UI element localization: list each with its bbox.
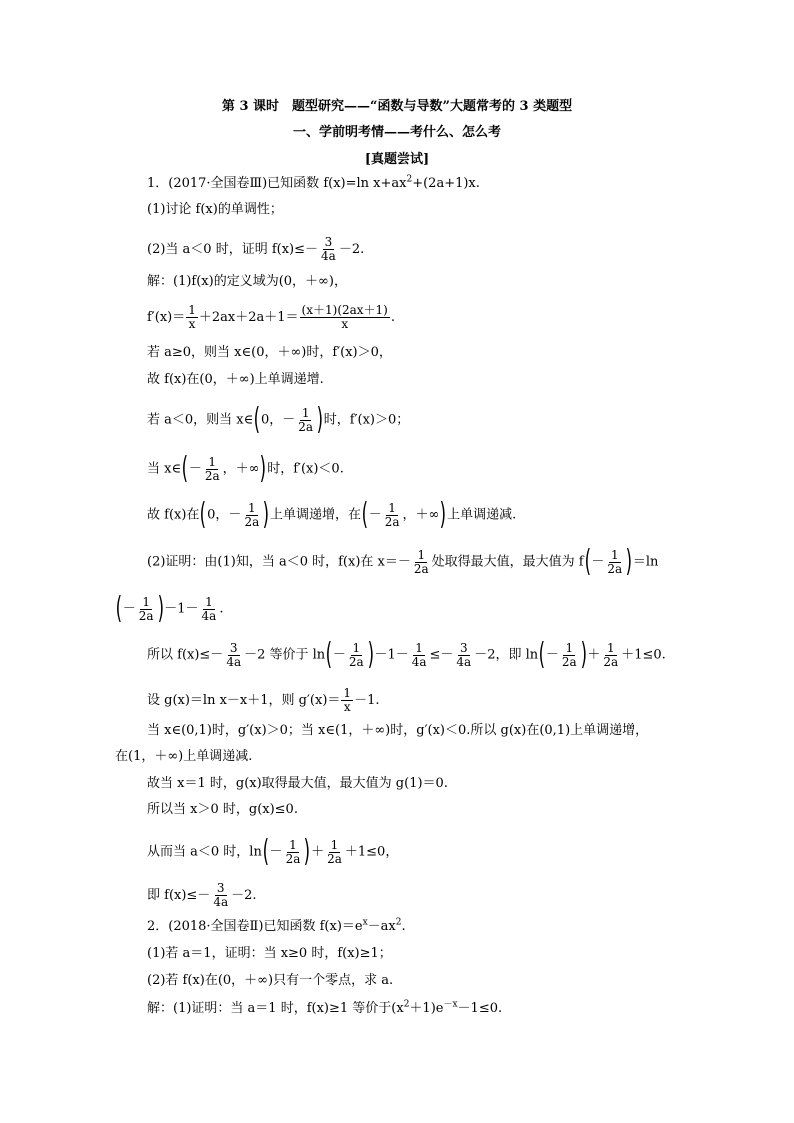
problem-1-stem: 1．(2017·全国卷Ⅲ)已知函数 f(x)=ln $x+ax^2+(2a+1)x$. — [147, 174, 480, 191]
problem-2-stem: 2．(2018·全国卷Ⅱ)已知函数 $f(x)=e^x-ax^2$. — [147, 917, 406, 934]
fraction: $\frac{1}{2a}$ — [244, 500, 260, 529]
solution-line: 即 f(x)≤－ $\frac{3}{4a}$ －2. — [147, 881, 257, 909]
problem-2-q1: (1)若 a＝1，证明：当 x≥0 时，f(x)≥1； — [147, 946, 392, 961]
fraction: $\frac{1}{x}$ — [343, 686, 352, 714]
fraction: $\frac{1}{4a}$ — [411, 640, 427, 669]
fraction: $\frac{1}{4a}$ — [201, 594, 217, 623]
fraction: $\frac{1}{2a}$ — [413, 547, 429, 576]
fraction: $\frac{1}{2a}$ — [285, 837, 301, 866]
solution-line: 当 x∈(－ $\frac{1}{2a}$ ，＋∞)时，f′(x)＜0. — [147, 451, 344, 486]
solution-line: 若 a≥0，则当 x∈(0，＋∞)时，f′(x)＞0， — [147, 345, 392, 360]
solution-line: 解：(1)证明：当 a＝1 时，f(x)≥1 等价于$(x^2+1)e^{-x}-1\le 0$. — [147, 999, 503, 1016]
solution-line: 所以当 x＞0 时，g(x)≤0. — [147, 802, 298, 817]
fraction: $\frac{1}{2a}$ — [348, 640, 364, 669]
problem-1-q1: (1)讨论 f(x)的单调性； — [147, 202, 283, 217]
fraction: $\frac{1}{2a}$ — [138, 594, 154, 623]
fraction: $\frac{1}{2a}$ — [603, 640, 619, 669]
problem-2-q2: (2)若 f(x)在(0，＋∞)只有一个零点，求 a. — [147, 973, 394, 988]
solution-line: 解：(1)f(x)的定义域为(0，＋∞)， — [147, 274, 347, 289]
solution-line: 设 g(x)＝ln x－x＋1，则 g′(x)＝ $\frac{1}{x}$ －1. — [147, 686, 380, 714]
solution-line: 故当 x＝1 时，g(x)取得最大值，最大值为 g(1)＝0. — [147, 776, 448, 791]
derivative-line: f′(x)＝ $\frac{1}{x}$ ＋2ax＋2a＋1＝ $\frac{(x+1)(2ax+1)}{x}$ . — [147, 303, 396, 331]
fraction: $\frac{1}{2a}$ — [561, 640, 577, 669]
solution-line: 故 f(x)在(0，＋∞)上单调递增. — [147, 372, 324, 387]
fraction: $\frac{1}{2a}$ — [298, 405, 314, 434]
fraction: $\frac{1}{x}$ — [188, 303, 196, 331]
subsection-heading: [真题尝试] — [364, 152, 430, 167]
fraction: $\frac{1}{2a}$ — [327, 837, 342, 866]
fraction: $\frac{1}{2a}$ — [204, 454, 220, 483]
solution-line: 若 a＜0，则当 x∈(0，－ $\frac{1}{2a}$ )时，f′(x)＞0； — [147, 402, 410, 437]
fraction: $\frac{3}{4a}$ — [226, 640, 242, 669]
lesson-title: 第 3 课时 题型研究——“函数与导数”大题常考的 3 类题型 — [221, 99, 573, 114]
solution-line: 故 f(x)在(0，－ $\frac{1}{2a}$ )上单调递增，在(－ $\frac{1}{2a}$ ，＋∞)上单调递减. — [147, 497, 517, 532]
solution-line: 在(1，＋∞)上单调递减. — [115, 749, 253, 764]
fraction: $\frac{3}{4a}$ — [321, 235, 336, 263]
solution-line: (－ $\frac{1}{2a}$ )－1－ $\frac{1}{4a}$ . — [115, 591, 224, 626]
fraction: $\frac{1}{2a}$ — [384, 500, 400, 529]
problem-1-q2: (2)当 a＜0 时，证明 f(x)≤－ $\frac{3}{4a}$ －2. — [147, 235, 365, 263]
solution-line: (2)证明：由(1)知，当 a＜0 时，f(x)在 x＝－ $\frac{1}{2a}$ 处取得最大值，最大值为 f(－ $\frac{1}{2a}$ )＝ln — [147, 544, 659, 579]
section-heading: 一、学前明考情——考什么、怎么考 — [292, 125, 501, 140]
fraction: $\frac{3}{4a}$ — [456, 640, 472, 669]
solution-line: 所以 f(x)≤－ $\frac{3}{4a}$ －2 等价于 ln(－ $\frac{1}{2a}$ )－1－ $\frac{1}{4a}$ ≤－ $\frac{3}{4a}$ －2，即 ln(－ $\frac{1}{2a}$ )＋ $\frac{1}{2a}$ ＋1≤0. — [147, 637, 666, 672]
fraction: $\frac{1}{2a}$ — [607, 547, 623, 576]
fraction: $\frac{3}{4a}$ — [213, 881, 229, 909]
solution-line: 当 x∈(0,1)时，g′(x)＞0；当 x∈(1，＋∞)时，g′(x)＜0.所以 g(x)在(0,1)上单调递增， — [147, 723, 649, 738]
fraction: $\frac{(x+1)(2ax+1)}{x}$ — [301, 303, 388, 331]
solution-line: 从而当 a＜0 时，ln(－ $\frac{1}{2a}$ )＋ $\frac{1}{2a}$ ＋1≤0， — [147, 834, 399, 869]
